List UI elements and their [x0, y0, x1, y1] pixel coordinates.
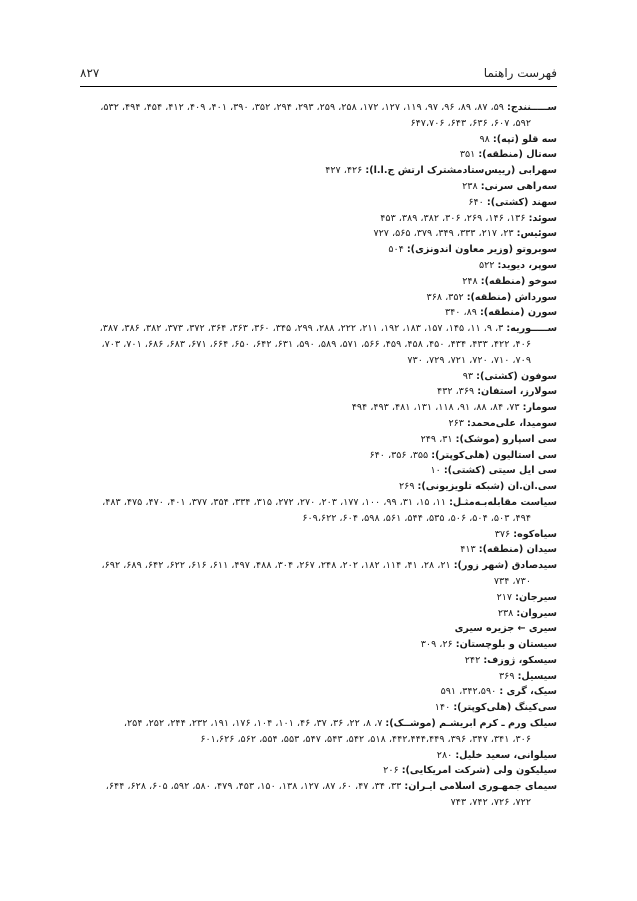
entry-term: سومار: — [522, 402, 557, 414]
entry-continuation: ۴۹۴، ۵۰۳، ۵۰۴، ۵۰۶، ۵۳۵، ۵۴۴، ۵۶۱، ۵۹۸، ۶۰۴، ۶۰۹،۶۲۲ — [302, 512, 531, 524]
entry-page-refs: ۳۵۱ — [459, 149, 479, 161]
entry-term: سه‌تال (منطقه): — [478, 149, 557, 161]
entry-term: سیلک ورم ـ کرم ابریشـم (موشــک): — [385, 718, 557, 730]
index-entry — [80, 542, 557, 558]
index-entry — [80, 369, 557, 385]
entry-term: سولارز، استفان: — [477, 386, 557, 398]
index-entry — [80, 558, 557, 590]
entry-page-refs: ۲۶۹ — [399, 481, 418, 493]
entry-page-refs: ۱۳۶، ۱۴۶، ۲۶۹، ۳۰۶، ۳۸۲، ۳۸۹، ۴۵۳ — [380, 212, 529, 224]
entry-term: سی ایل سیتی (کشتی): — [443, 465, 557, 477]
entry-page-refs: ۳، ۹، ۱۱، ۱۴۵، ۱۵۷، ۱۸۳، ۱۹۲، ۲۱۱، ۲۲۲، ۲۸۸، ۲۹۹، ۳۴۵، ۳۶۰، ۳۶۳، ۳۶۴، ۳۷۲، ۳۷۳، ۳۸۲، ۳۸۶، ۳۸۷، — [99, 323, 507, 335]
index-entry — [80, 653, 557, 669]
entry-term: سیروان: — [516, 607, 557, 619]
entry-page-refs: ۳۵۵، ۳۵۶، ۶۴۰ — [369, 449, 432, 461]
entry-page-refs: ۵۲۲ — [478, 259, 498, 271]
entry-term: سیاه‌کوه: — [513, 528, 557, 540]
index-entry — [80, 100, 557, 132]
entry-term: سهرابی (رییس‌ستادمشترک ارتش ج.ا.ا): — [365, 165, 557, 177]
index-entry — [80, 748, 557, 764]
entry-term: سیرجان: — [515, 591, 557, 603]
entry-term: سیلوانی، سعید خلیل: — [455, 749, 557, 761]
entry-term: سهند (کشتی): — [486, 196, 557, 208]
entry-term: سیدصادق (شهر زور): — [453, 560, 557, 572]
entry-page-refs: ۳۶۹ — [499, 670, 518, 682]
entry-page-refs: ۲۰۶ — [383, 765, 402, 777]
index-entry — [80, 669, 557, 685]
entry-page-refs: ۳۱، ۲۴۹ — [420, 433, 456, 445]
index-entry — [80, 716, 557, 748]
entry-page-refs: ۶۴۰ — [468, 196, 487, 208]
index-entry — [80, 606, 557, 622]
index-entry — [80, 321, 557, 368]
index-entry — [80, 132, 557, 148]
index-entry — [80, 290, 557, 306]
index-entry — [80, 258, 557, 274]
index-entry — [80, 195, 557, 211]
running-title: فهرست راهنما — [483, 66, 557, 80]
index-entry — [80, 763, 557, 779]
entry-term: ســـــنندج: — [507, 102, 557, 113]
entry-continuation: ۵۹۲، ۶۰۷، ۶۳۶، ۶۴۳، ۶۴۷،۷۰۶ — [410, 117, 531, 129]
entry-page-refs: ۱۴۰ — [434, 702, 454, 714]
entry-page-refs: ۱۰ — [430, 465, 444, 477]
entry-page-refs: ۱۱، ۱۵، ۳۱، ۹۹، ۱۰۰، ۱۷۷، ۲۰۳، ۲۷۰، ۲۷۲، ۳۱۵، ۳۳۴، ۳۵۴، ۳۷۷، ۴۰۱، ۴۷۰، ۴۷۵، ۴۸۳، — [102, 496, 450, 508]
index-entry — [80, 274, 557, 290]
entry-page-refs: ۴۱۳ — [460, 544, 479, 556]
entry-page-refs: ۲۶، ۳۰۹ — [420, 639, 456, 651]
entry-page-refs: ۲۴۸ — [462, 275, 481, 287]
index-entry — [80, 226, 557, 242]
entry-page-refs: ۳۷۶ — [494, 528, 514, 540]
index-entry — [80, 479, 557, 495]
index-entry — [80, 684, 557, 700]
entry-term: سیسیل: — [517, 670, 557, 682]
entry-page-refs: ۳۵۲، ۳۶۸ — [426, 291, 467, 303]
index-entry — [80, 416, 557, 432]
entry-page-refs: ۹۳ — [462, 370, 477, 382]
entry-page-refs: ۳۴۲،۵۹۰، ۵۹۱ — [440, 686, 500, 698]
page-number: ۸۲۷ — [80, 66, 100, 80]
index-list — [80, 100, 557, 811]
entry-term: سیاست مقابله‌بـه‌مثـل: — [449, 496, 557, 508]
entry-page-refs: ۲۱، ۲۸، ۴۱، ۱۱۴، ۱۸۲، ۲۰۲، ۲۴۸، ۲۶۷، ۳۰۴، ۴۸۸، ۴۹۷، ۶۱۱، ۶۱۶، ۶۲۲، ۶۴۲، ۶۸۹، ۶۹۲، — [101, 560, 454, 572]
index-entry — [80, 779, 557, 811]
entry-term: سورداش (منطقه): — [466, 291, 557, 303]
entry-page-refs: ۹۸ — [479, 133, 493, 145]
entry-page-refs: ۲۳، ۲۱۷، ۳۳۳، ۳۴۹، ۳۷۹، ۵۶۵، ۷۲۷ — [373, 228, 517, 240]
entry-term: سیسکو، ژوزف: — [483, 654, 557, 666]
entry-page-refs: ۲۸۰ — [436, 749, 456, 761]
index-entry — [80, 432, 557, 448]
index-entry — [80, 147, 557, 163]
index-entry — [80, 700, 557, 716]
entry-page-refs: ۷۳، ۸۴، ۸۸، ۹۱، ۱۱۸، ۱۳۱، ۴۸۱، ۴۹۳، ۴۹۴ — [351, 402, 523, 414]
entry-term: سوخو (منطقه): — [480, 275, 557, 287]
entry-term: سی اسپارو (موشک): — [455, 433, 557, 445]
entry-term: سه‌راهی سرنی: — [480, 180, 557, 192]
index-entry — [80, 163, 557, 179]
index-entry — [80, 590, 557, 606]
entry-term: سه قلو (تپه): — [492, 133, 557, 145]
entry-term: سی.ان.ان (شبکه تلویزیونی): — [417, 481, 557, 493]
index-entry — [80, 463, 557, 479]
entry-term: سوئیس: — [516, 228, 557, 240]
entry-term: سوپر، دیوید: — [497, 259, 557, 271]
entry-continuation: ۳۰۶، ۳۴۱، ۳۴۷، ۳۹۶، ۴۴۲،۴۴۴،۴۴۹، ۵۱۸، ۵۴۲، ۵۴۳، ۵۴۷، ۵۵۳، ۵۵۴، ۵۶۲، ۶۰۱،۶۲۶ — [200, 733, 531, 745]
entry-page-refs: ۵۹، ۸۷، ۸۹، ۹۶، ۹۷، ۱۱۹، ۱۲۷، ۱۷۲، ۲۵۸، ۲۵۹، ۲۹۳، ۲۹۴، ۳۵۲، ۳۹۰، ۴۰۱، ۴۰۹، ۴۱۲، ۴۵۴، ۴۹۴، ۵۳۲، — [100, 102, 508, 113]
entry-page-refs: ۳۶۹، ۴۳۲ — [437, 386, 478, 398]
entry-page-refs: ۷، ۸، ۲۲، ۳۶، ۳۷، ۴۶، ۱۰۱، ۱۰۴، ۱۷۶، ۱۹۱، ۲۳۲، ۲۴۴، ۲۵۲، ۲۵۴، — [123, 718, 386, 730]
entry-page-refs: ۵۰۴ — [388, 244, 407, 256]
entry-continuation: ۷۰۹، ۷۱۰، ۷۲۰، ۷۲۱، ۷۲۹، ۷۳۰ — [407, 354, 531, 366]
entry-term: سومیدا، علی‌محمد: — [467, 417, 557, 429]
entry-continuation: ۴۰۶، ۴۲۲، ۴۳۳، ۴۳۴، ۴۵۰، ۴۵۸، ۴۵۹، ۵۶۶، ۵۷۱، ۵۸۹، ۵۹۰، ۶۳۱، ۶۴۲، ۶۵۰، ۶۶۴، ۶۷۱، ۶۸۳، ۶۸۶، ۷۰۱، ۷۰۳، — [101, 338, 531, 350]
index-entry — [80, 400, 557, 416]
entry-term: سیری ← جزیره سیری — [454, 623, 557, 635]
entry-page-refs: ۲۳۸ — [497, 607, 517, 619]
entry-page-refs: ۲۱۷ — [496, 591, 516, 603]
entry-term: ســـــوریه: — [506, 323, 557, 335]
entry-page-refs: ۲۳۸ — [462, 180, 481, 192]
entry-page-refs: ۲۴۲ — [464, 654, 484, 666]
entry-term: سوفون (کشتی): — [476, 370, 557, 382]
entry-term: سوبروتو (وزیر معاون اندونزی): — [406, 244, 557, 256]
entry-term: سیک، گری : — [499, 686, 557, 698]
entry-term: سوئد: — [528, 212, 557, 224]
entry-page-refs: ۴۲۶، ۴۲۷ — [325, 165, 366, 177]
index-entry — [80, 527, 557, 543]
index-entry — [80, 448, 557, 464]
entry-term: سورن (منطقه): — [479, 307, 557, 319]
index-entry — [80, 495, 557, 527]
index-entry — [80, 384, 557, 400]
index-entry — [80, 305, 557, 321]
entry-page-refs: ۳۳، ۳۴، ۴۷، ۶۰، ۸۷، ۱۲۷، ۱۳۸، ۱۵۰، ۴۵۳، ۴۷۹، ۵۸۰، ۵۹۲، ۶۰۵، ۶۲۸، ۶۴۴، — [105, 781, 405, 793]
index-entry — [80, 242, 557, 258]
entry-continuation: ۷۳۰، ۷۳۴ — [493, 575, 531, 587]
entry-term: سیلیکون ولی (شرکت امریکایی): — [401, 765, 557, 777]
entry-term: سیمای جمهـوری اسلامی ایـران: — [404, 781, 557, 793]
index-entry — [80, 637, 557, 653]
index-entry — [80, 179, 557, 195]
entry-page-refs: ۸۹، ۳۴۰ — [444, 307, 480, 319]
entry-term: سیدان (منطقه): — [478, 544, 557, 556]
entry-page-refs: ۲۶۳ — [448, 417, 468, 429]
index-entry — [80, 211, 557, 227]
entry-term: سی‌کینگ (هلی‌کوپتر): — [453, 702, 557, 714]
entry-continuation: ۷۲۲، ۷۲۶، ۷۴۲، ۷۴۳ — [450, 797, 531, 809]
page-header — [80, 64, 557, 87]
entry-term: سیستان و بلوچستان: — [455, 639, 557, 651]
entry-term: سی استالیون (هلی‌کوپتر): — [431, 449, 557, 461]
index-entry — [80, 621, 557, 637]
